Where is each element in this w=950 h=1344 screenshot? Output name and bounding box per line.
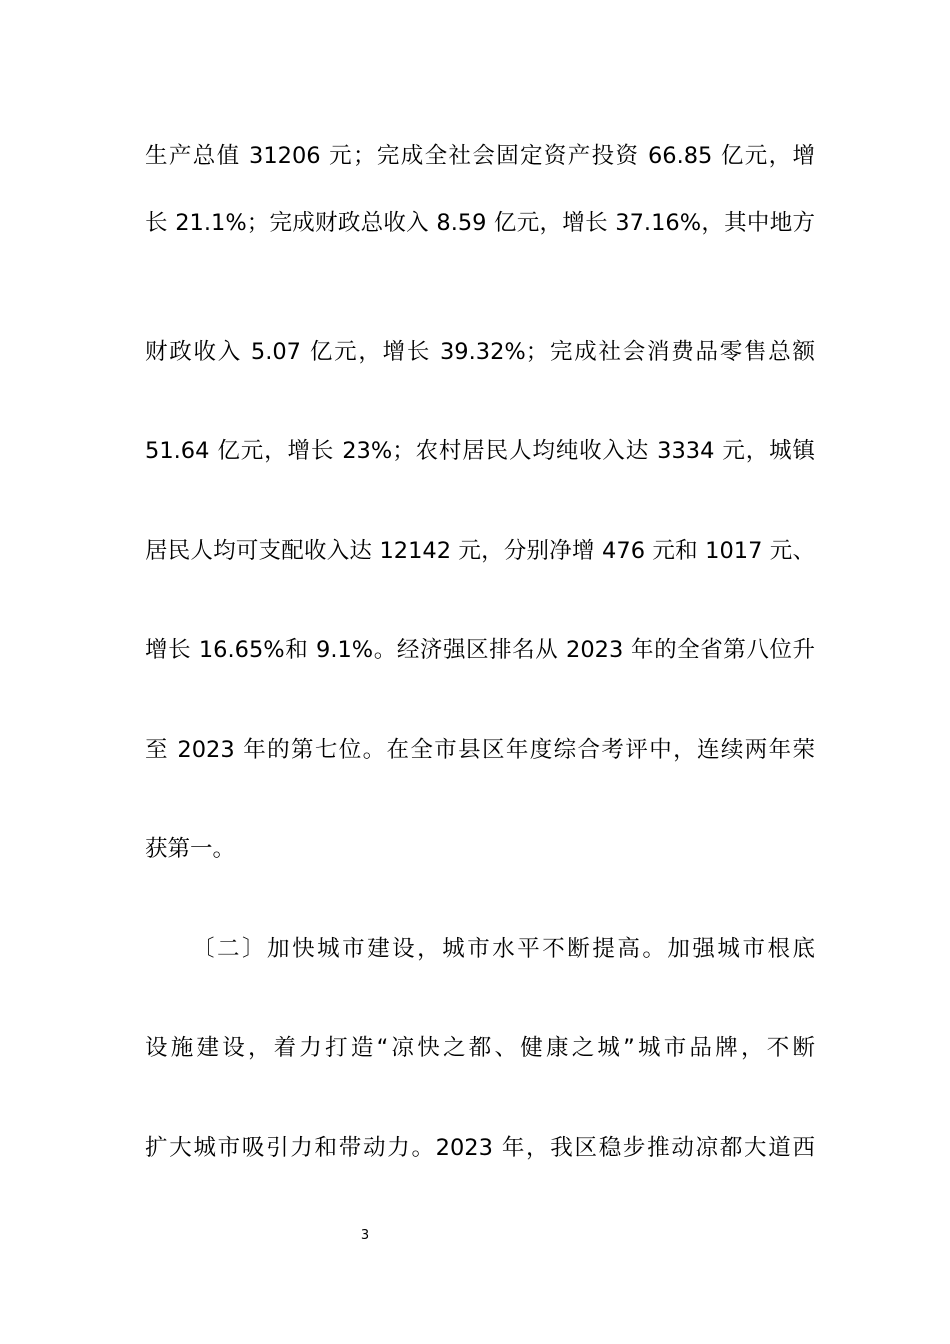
body-text-line: 扩大城市吸引力和带动力。2023 年，我区稳步推动凉都大道西 xyxy=(145,1135,815,1161)
paragraph-first-line: 〔二〕加快城市建设，城市水平不断提高。加强城市根底 xyxy=(192,936,815,962)
body-text-line: 至 2023 年的第七位。在全市县区年度综合考评中，连续两年荣 xyxy=(145,737,815,763)
body-text-line: 51.64 亿元，增长 23%；农村居民人均纯收入达 3334 元，城镇 xyxy=(145,438,815,464)
body-text-line: 增长 16.65%和 9.1%。经济强区排名从 2023 年的全省第八位升 xyxy=(145,637,815,663)
body-text-line: 长 21.1%；完成财政总收入 8.59 亿元，增长 37.16%，其中地方 xyxy=(145,210,815,236)
body-text-line: 获第一。 xyxy=(145,836,236,862)
body-text-line: 居民人均可支配收入达 12142 元，分别净增 476 元和 1017 元、 xyxy=(145,538,815,564)
page-number: 3 xyxy=(360,1228,370,1243)
body-text-line: 生产总值 31206 元；完成全社会固定资产投资 66.85 亿元，增 xyxy=(145,143,815,169)
body-text-line: 财政收入 5.07 亿元，增长 39.32%；完成社会消费品零售总额 xyxy=(145,339,815,365)
body-text-line: 设施建设，着力打造“凉快之都、健康之城”城市品牌，不断 xyxy=(145,1035,815,1061)
